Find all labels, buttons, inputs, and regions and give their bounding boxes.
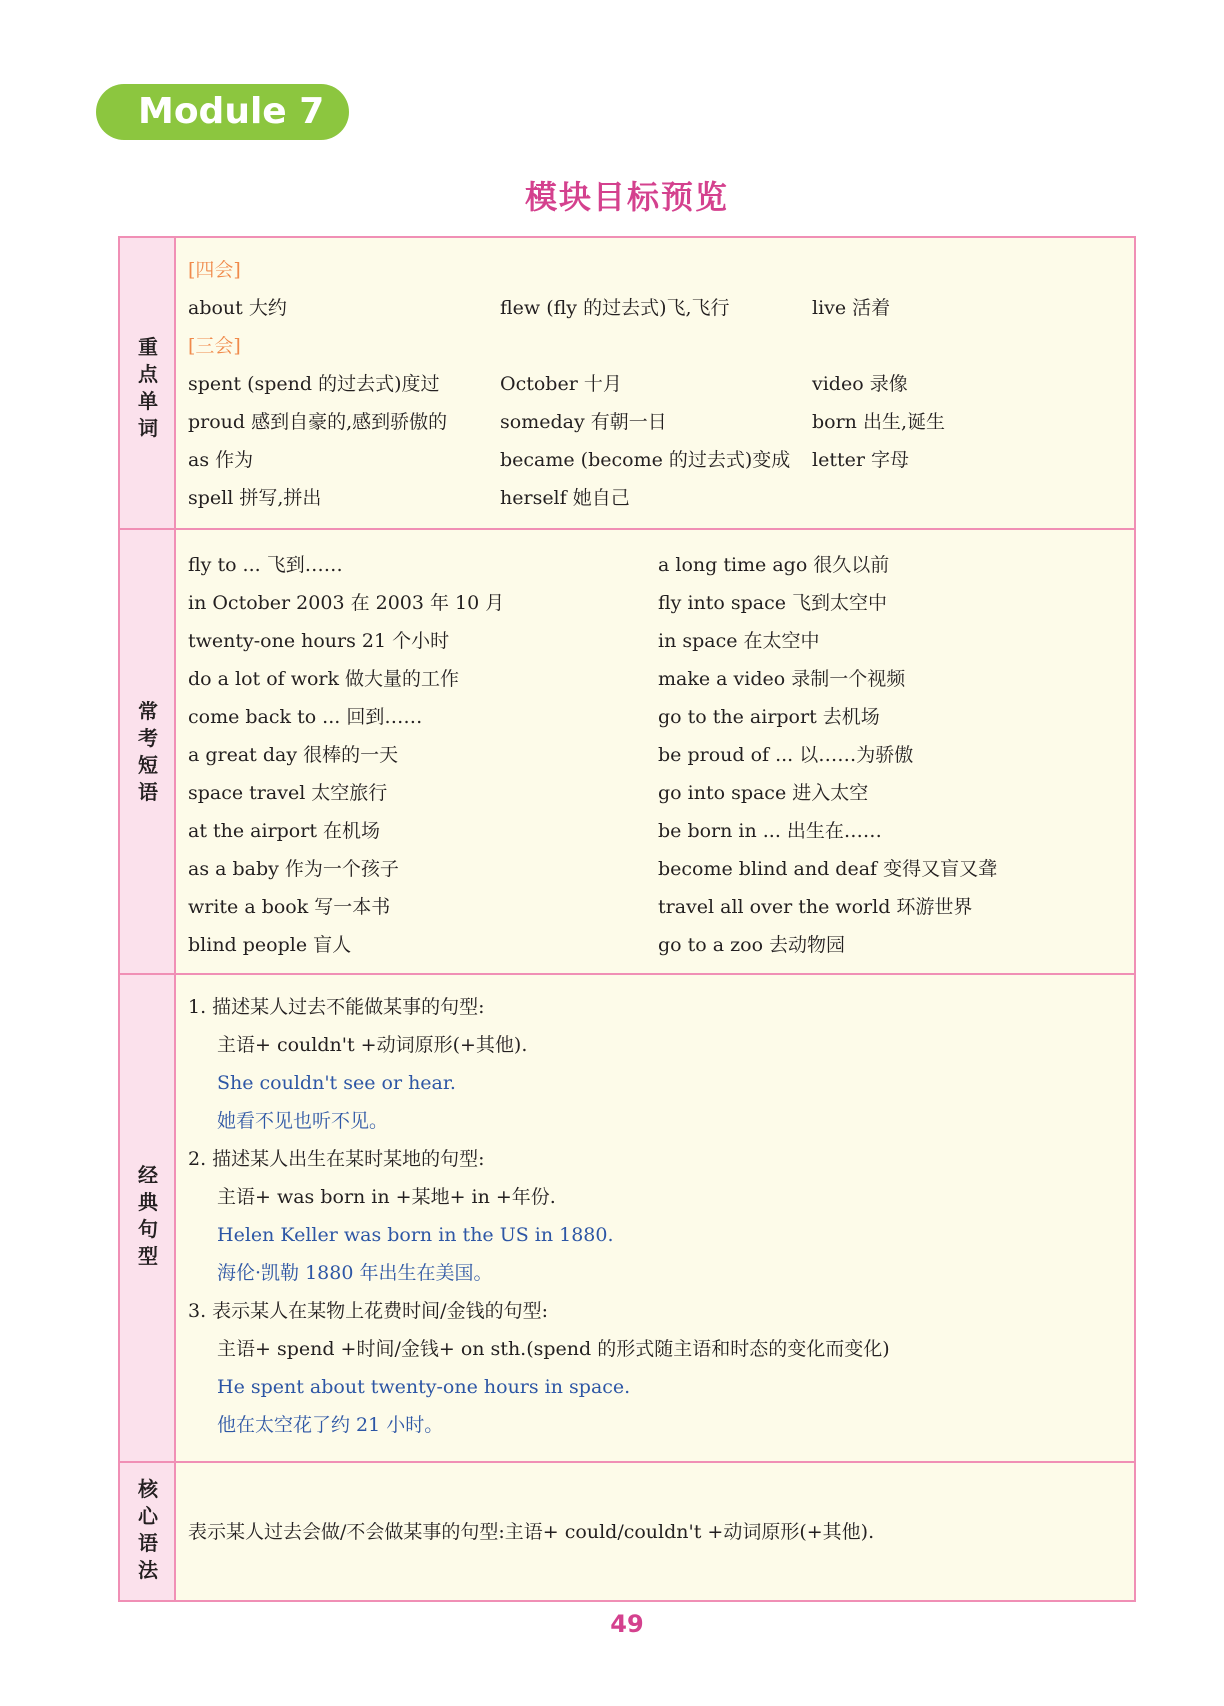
phrase-item: in October 2003 在 2003 年 10 月 <box>188 592 505 614</box>
phrase-item: twenty-one hours 21 个小时 <box>188 630 450 652</box>
vocab-item: someday 有朝一日 <box>500 411 667 433</box>
sentence-heading: 2. 描述某人出生在某时某地的句型: <box>188 1148 485 1170</box>
sentence-pattern: 主语+ spend +时间/金钱+ on sth.(spend 的形式随主语和时态的变化而变化) <box>217 1338 890 1360</box>
sentence-pattern: 主语+ couldn't +动词原形(+其他). <box>217 1034 528 1056</box>
sentence-example-zh: 他在太空花了约 21 小时。 <box>217 1414 444 1436</box>
vocab-item: spell 拼写,拼出 <box>188 487 322 509</box>
phrase-item: travel all over the world 环游世界 <box>658 896 973 918</box>
vocab-item: spent (spend 的过去式)度过 <box>188 373 440 395</box>
label-column <box>120 238 176 1600</box>
phrase-item: a long time ago 很久以前 <box>658 554 890 576</box>
phrase-item: at the airport 在机场 <box>188 820 381 842</box>
phrase-item: as a baby 作为一个孩子 <box>188 858 399 880</box>
phrase-item: be proud of ... 以……为骄傲 <box>658 744 914 766</box>
phrase-item: write a book 写一本书 <box>188 896 391 918</box>
page-number: 49 <box>610 1610 644 1638</box>
vocab-item: live 活着 <box>812 297 891 319</box>
vocab-item: proud 感到自豪的,感到骄傲的 <box>188 411 448 433</box>
sentence-heading: 3. 表示某人在某物上花费时间/金钱的句型: <box>188 1300 548 1322</box>
grammar-text: 表示某人过去会做/不会做某事的句型:主语+ could/couldn't +动词原形(+其他). <box>188 1521 875 1543</box>
phrase-item: fly into space 飞到太空中 <box>658 592 888 614</box>
phrase-item: make a video 录制一个视频 <box>658 668 906 690</box>
phrase-item: go into space 进入太空 <box>658 782 869 804</box>
section-label-phrases: 常 考 短 语 <box>138 699 158 804</box>
vocab-item: born 出生,诞生 <box>812 411 946 433</box>
vocab-item: herself 她自己 <box>500 487 630 509</box>
sentence-pattern: 主语+ was born in +某地+ in +年份. <box>217 1186 556 1208</box>
module-overview-table <box>118 236 1136 1602</box>
phrase-item: space travel 太空旅行 <box>188 782 388 804</box>
vocab-item: video 录像 <box>812 373 908 395</box>
phrase-item: go to a zoo 去动物园 <box>658 934 846 956</box>
phrase-item: become blind and deaf 变得又盲又聋 <box>658 858 998 880</box>
phrase-item: in space 在太空中 <box>658 630 820 652</box>
vocab-item: about 大约 <box>188 297 287 319</box>
sentence-example-en: Helen Keller was born in the US in 1880. <box>217 1224 614 1246</box>
section-label-grammar: 核 心 语 法 <box>138 1477 158 1582</box>
sentence-example-zh: 她看不见也听不见。 <box>217 1110 389 1132</box>
row-divider <box>120 973 1134 975</box>
section-label-vocabulary: 重 点 单 词 <box>138 335 158 440</box>
module-badge: Module 7 <box>96 84 349 140</box>
sentence-heading: 1. 描述某人过去不能做某事的句型: <box>188 996 485 1018</box>
sentence-example-zh: 海伦·凯勒 1880 年出生在美国。 <box>217 1262 493 1284</box>
four-skills-tag: [四会] <box>188 259 241 281</box>
sentence-example-en: She couldn't see or hear. <box>217 1072 456 1094</box>
vocab-item: October 十月 <box>500 373 622 395</box>
phrase-item: go to the airport 去机场 <box>658 706 880 728</box>
phrase-item: blind people 盲人 <box>188 934 352 956</box>
phrase-item: fly to ... 飞到…… <box>188 554 343 576</box>
phrase-item: come back to ... 回到…… <box>188 706 423 728</box>
page-title: 模块目标预览 <box>524 178 729 216</box>
vocab-item: became (become 的过去式)变成 <box>500 449 791 471</box>
phrase-item: do a lot of work 做大量的工作 <box>188 668 460 690</box>
vocab-item: flew (fly 的过去式)飞,飞行 <box>500 297 730 319</box>
three-skills-tag: [三会] <box>188 335 241 357</box>
section-label-sentences: 经 典 句 型 <box>138 1163 158 1268</box>
vocab-item: letter 字母 <box>812 449 909 471</box>
phrase-item: a great day 很棒的一天 <box>188 744 399 766</box>
row-divider <box>120 1461 1134 1463</box>
row-divider <box>120 528 1134 530</box>
vocab-item: as 作为 <box>188 449 254 471</box>
phrase-item: be born in ... 出生在…… <box>658 820 882 842</box>
sentence-example-en: He spent about twenty-one hours in space. <box>217 1376 631 1398</box>
